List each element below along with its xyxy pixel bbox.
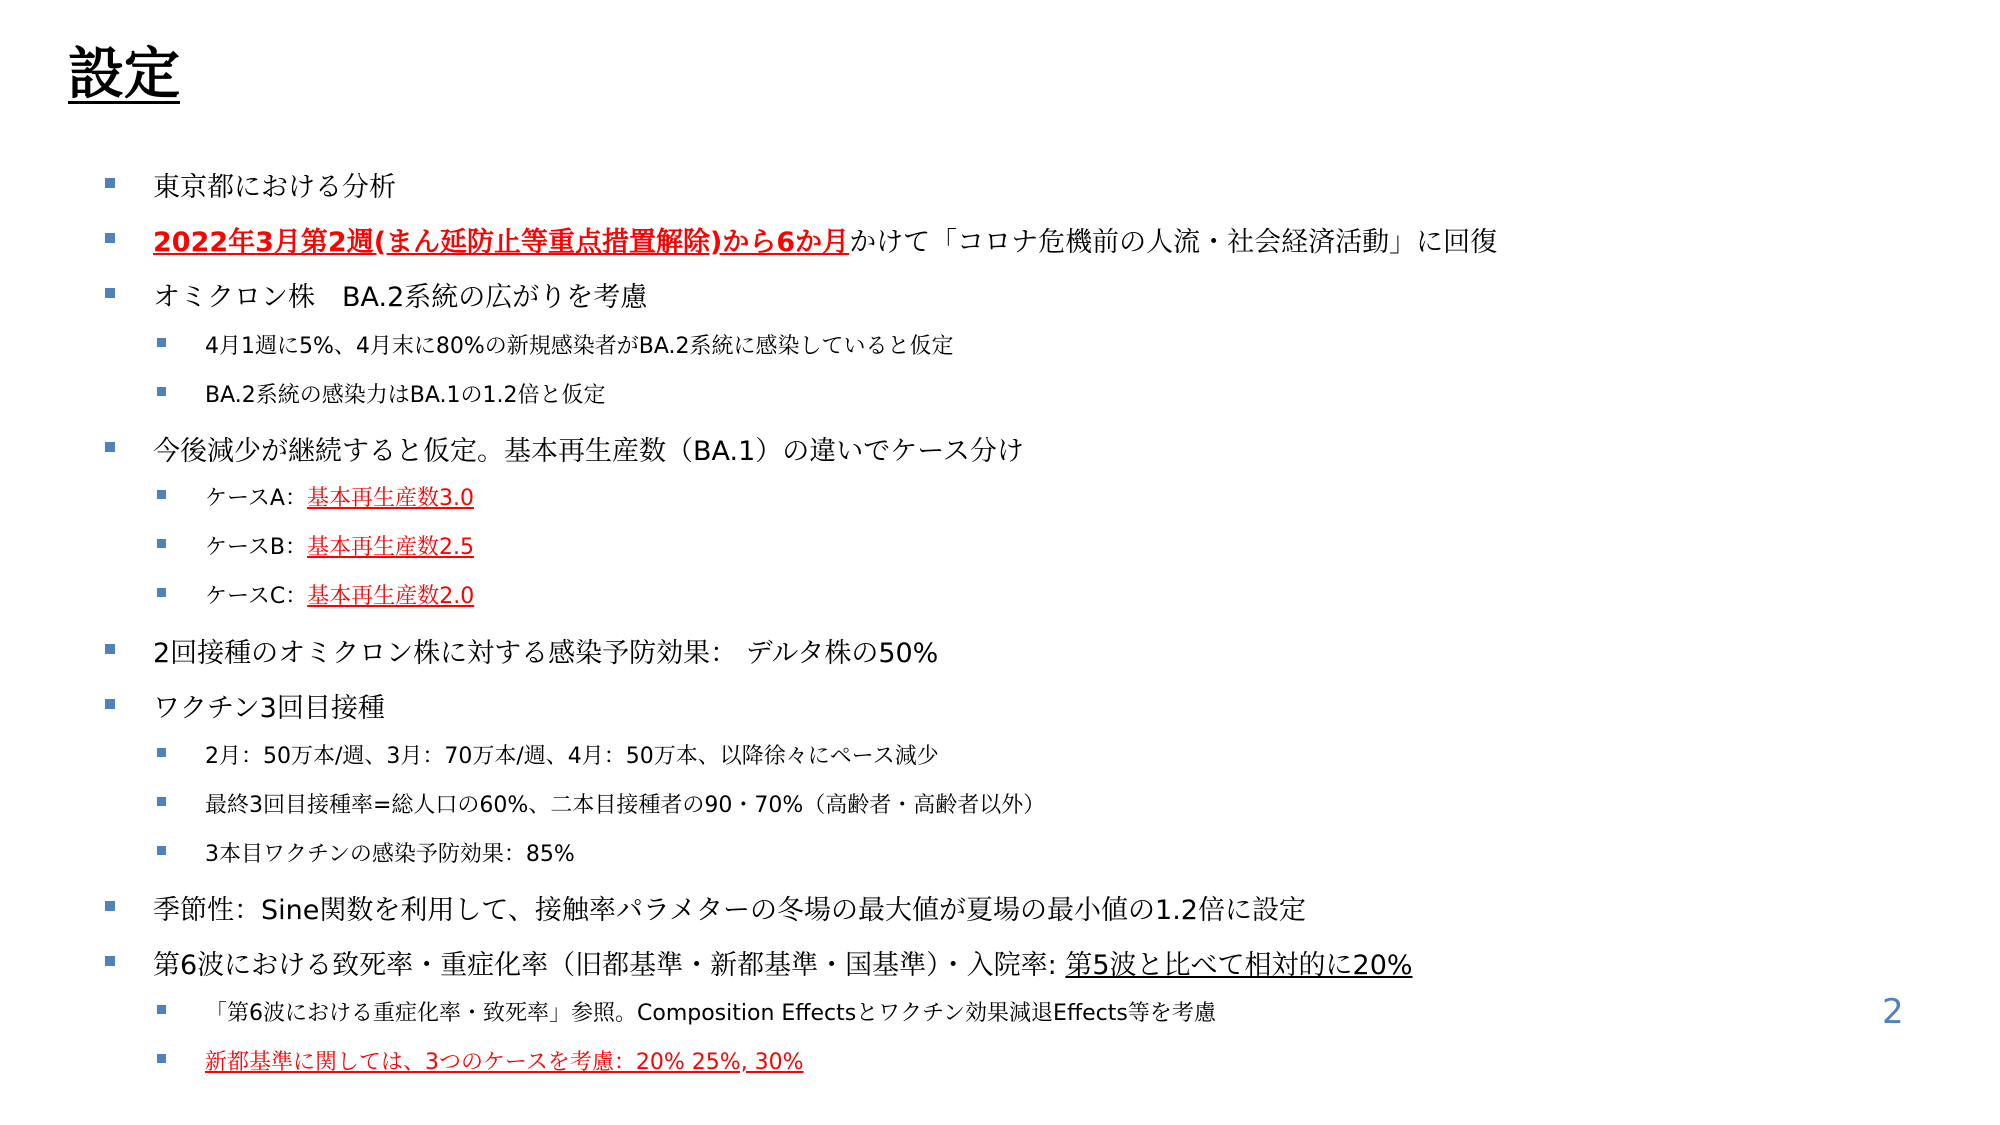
bullet-text: 新都基準に関しては、3つのケースを考慮：20% 25%, 30% bbox=[205, 1050, 804, 1075]
square-bullet-icon bbox=[157, 1005, 166, 1014]
relative-rate-underlined: 第5波と比べて相対的に20% bbox=[1065, 950, 1413, 981]
bullet-text bbox=[153, 220, 1497, 259]
bullet-text: 4月1週に5%、4月末に80%の新規感染者がBA.2系統に感染していると仮定 bbox=[205, 334, 954, 359]
square-bullet-icon bbox=[105, 288, 115, 298]
case-a-label: ケースA： bbox=[205, 486, 307, 511]
square-bullet-icon bbox=[157, 588, 166, 597]
bullet-text: 3本目ワクチンの感染予防効果：85% bbox=[205, 842, 575, 867]
bullet-text bbox=[153, 943, 1413, 982]
bullet-text: オミクロン株 BA.2系統の広がりを考慮 bbox=[153, 282, 648, 313]
case-b-label: ケースB： bbox=[205, 535, 307, 560]
square-bullet-icon bbox=[157, 748, 166, 757]
sixth-wave-text: 第6波における致死率・重症化率（旧都基準・新都基準・国基準）・入院率: bbox=[153, 950, 1066, 981]
case-a-value: 基本再生産数3.0 bbox=[306, 486, 474, 511]
square-bullet-icon bbox=[157, 338, 166, 347]
bullet-text: 今後減少が継続すると仮定。基本再生産数（BA.1）の違いでケース分け bbox=[153, 436, 1024, 467]
square-bullet-icon bbox=[105, 956, 115, 966]
case-c-value: 基本再生産数2.0 bbox=[307, 584, 475, 609]
recovery-period-highlight: 2022年3月第2週(まん延防止等重点措置解除)から6か月 bbox=[153, 227, 850, 258]
page-title: 設定 bbox=[68, 42, 180, 107]
square-bullet-icon bbox=[157, 539, 166, 548]
bullet-text: 季節性：Sine関数を利用して、接触率パラメターの冬場の最大値が夏場の最小値の1.2倍に設定 bbox=[153, 895, 1306, 926]
page-number: 2 bbox=[1882, 992, 1904, 1032]
bullet-text: 「第6波における重症化率・致死率」参照。Composition Effectsとワクチン効果減退Effects等を考慮 bbox=[205, 1001, 1216, 1026]
case-c-label: ケースC： bbox=[205, 584, 308, 609]
square-bullet-icon bbox=[105, 644, 115, 654]
square-bullet-icon bbox=[157, 387, 166, 396]
bullet-text: 最終3回目接種率=総人口の60%、二本目接種者の90・70%（高齢者・高齢者以外） bbox=[205, 793, 1046, 818]
square-bullet-icon bbox=[157, 1054, 166, 1063]
bullet-text: ワクチン3回目接種 bbox=[153, 693, 385, 724]
bullet-text bbox=[205, 481, 474, 512]
square-bullet-icon bbox=[105, 178, 115, 188]
case-b-value: 基本再生産数2.5 bbox=[307, 535, 474, 560]
square-bullet-icon bbox=[105, 699, 115, 709]
square-bullet-icon bbox=[105, 901, 115, 911]
square-bullet-icon bbox=[157, 490, 166, 499]
bullet-text bbox=[205, 579, 474, 610]
recovery-text: かけて「コロナ危機前の人流・社会経済活動」に回復 bbox=[849, 227, 1498, 258]
bullet-text bbox=[205, 530, 474, 561]
square-bullet-icon bbox=[157, 846, 166, 855]
bullet-text: 東京都における分析 bbox=[153, 172, 396, 203]
square-bullet-icon bbox=[105, 233, 115, 243]
square-bullet-icon bbox=[105, 442, 115, 452]
square-bullet-icon bbox=[157, 797, 166, 806]
bullet-text: 2回接種のオミクロン株に対する感染予防効果： デルタ株の50% bbox=[153, 638, 939, 669]
bullet-text: 2月：50万本/週、3月：70万本/週、4月：50万本、以降徐々にペース減少 bbox=[205, 744, 939, 769]
bullet-text: BA.2系統の感染力はBA.1の1.2倍と仮定 bbox=[205, 383, 606, 408]
